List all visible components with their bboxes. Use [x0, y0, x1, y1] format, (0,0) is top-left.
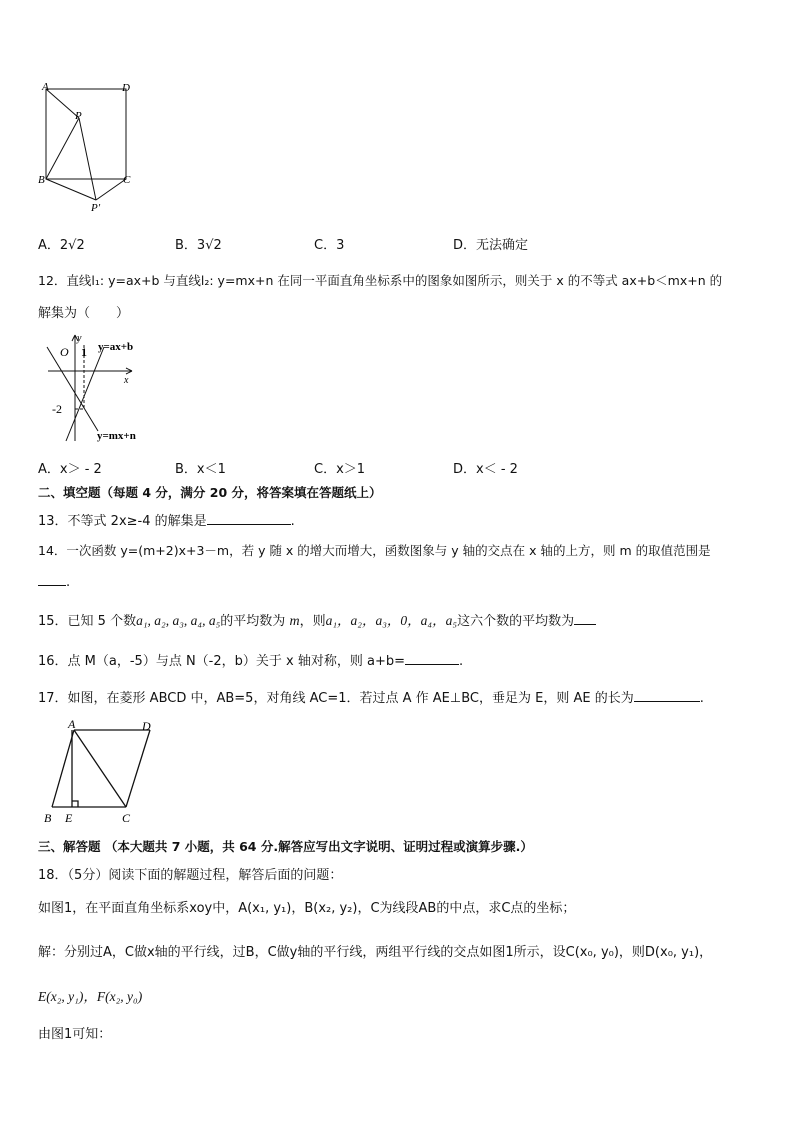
q12-option-c: C．x＞1 — [314, 462, 366, 477]
q17-rhombus-figure — [38, 716, 162, 828]
q18-paragraph4: 由图1可知： — [38, 1027, 112, 1042]
q15-mid2: ，则 — [299, 614, 326, 629]
q12-line1-label: y=ax+b — [98, 341, 134, 353]
q15-mid: 的平均数为 — [220, 614, 286, 629]
section3-heading: 三、解答题 （本大题共 7 小题，共 64 分.解答应写出文字说明、证明过程或演算步骤.） — [38, 839, 533, 854]
q13-text: 13．不等式 2x≥-4 的解集是 — [38, 514, 207, 529]
q17-answer-blank[interactable] — [634, 689, 700, 702]
q17-label-a: A — [68, 717, 76, 731]
q12-option-b: B．x＜1 — [175, 462, 226, 477]
q11-label-p: P — [75, 110, 82, 122]
q16-answer-blank[interactable] — [405, 652, 459, 665]
q17-line — [38, 687, 704, 706]
q11-square-figure — [34, 80, 144, 216]
q17-end: . — [699, 691, 704, 706]
q11-option-b: B．3√2 — [175, 238, 222, 253]
q11-options — [38, 234, 598, 254]
section2-heading: 二、填空题（每题 4 分，满分 20 分，将答案填在答题纸上） — [38, 485, 382, 500]
q17-label-c: C — [122, 811, 131, 825]
q16-end: . — [458, 654, 464, 669]
q11-label-b: B — [38, 174, 45, 186]
q15-answer-blank[interactable] — [574, 612, 596, 625]
q12-x-tick-label: 1 — [81, 345, 87, 359]
q15-suffix: 这六个数的平均数为 — [457, 614, 575, 629]
q18-paragraph3: E(x₂, y₁)，F(x₂, y₀) — [38, 989, 143, 1004]
q17-label-b: B — [44, 811, 52, 825]
q18-paragraph1: 如图1，在平面直角坐标系xoy中，A(x₁, y₁)，B(x₂, y₂)，C为线段AB的中点，求C点的坐标； — [38, 901, 576, 916]
q12-line2-label: y=mx+n — [97, 430, 136, 442]
q17-text: 17．如图，在菱形 ABCD 中，AB=5，对角线 AC=1．若过点 A 作 AE⊥BC，垂足为 E，则 AE 的长为 — [38, 691, 634, 706]
q13-line — [38, 510, 295, 529]
q15-prefix: 15．已知 5 个数 — [38, 614, 137, 629]
q12-origin-label: O — [60, 345, 69, 359]
q17-label-e: E — [65, 811, 73, 825]
q13-end: . — [290, 514, 295, 529]
q14-end: . — [66, 575, 71, 590]
q11-label-p-prime: P′ — [91, 202, 101, 214]
q12-y-axis-label: y — [77, 333, 82, 344]
q15-line — [38, 609, 596, 630]
q12-y-tick-label: -2 — [52, 402, 62, 416]
q12-x-axis-label: x — [124, 375, 129, 386]
q12-stem-line2: 解集为（ ） — [38, 306, 130, 321]
q11-option-c: C．3 — [314, 238, 345, 253]
q14-line1: 14．一次函数 y=(m+2)x+3－m，若 y 随 x 的增大而增大，函数图象与 y 轴的交点在 x 轴的上方，则 m 的取值范围是 — [38, 543, 711, 558]
q14-answer-blank[interactable] — [38, 573, 66, 586]
q11-option-d: D．无法确定 — [453, 238, 529, 253]
q11-label-c: C — [123, 174, 131, 186]
q15-number-set: a₁, a₂, a₃, a₄, a₅ — [136, 613, 221, 628]
q12-line-graph — [44, 333, 164, 445]
q16-line — [38, 650, 463, 669]
q16-text: 16．点 M（a，-5）与点 N（-2，b）关于 x 轴对称，则 a+b= — [38, 654, 405, 669]
q13-answer-blank[interactable] — [207, 512, 291, 525]
q11-label-a: A — [42, 81, 49, 93]
q12-option-a: A．x＞ - 2 — [38, 462, 102, 477]
q15-mean-symbol: m — [289, 614, 300, 629]
q12-stem-line1: 12．直线l₁: y=ax+b 与直线l₂: y=mx+n 在同一平面直角坐标系中的图象如图所示，则关于 x 的不等式 ax+b＜mx+n 的 — [38, 273, 723, 288]
q14-line2 — [38, 573, 70, 590]
q11-label-d: D — [122, 82, 130, 94]
q18-intro: 18．（5分）阅读下面的解题过程，解答后面的问题： — [38, 868, 343, 883]
q11-option-a: A．2√2 — [38, 238, 85, 253]
q12-options — [38, 458, 598, 478]
q15-six-number-set: a₁，a₂，a₃，0，a₄，a₅ — [325, 613, 458, 628]
q18-paragraph2: 解：分别过A，C做x轴的平行线，过B，C做y轴的平行线，两组平行线的交点如图1所示，设C(x₀, y₀)，则D(x₀, y₁)， — [38, 945, 713, 960]
q17-label-d: D — [142, 719, 151, 733]
q12-option-d: D．x＜ - 2 — [453, 462, 518, 477]
